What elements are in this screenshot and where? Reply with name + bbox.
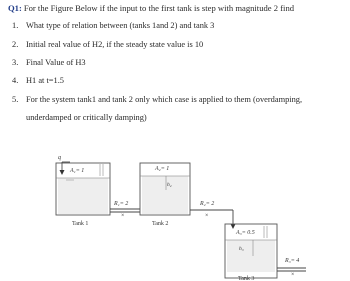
tank-2-area-label: A₂= 1 (155, 166, 170, 172)
resistor-r1 (110, 201, 140, 219)
svg-text:×: × (121, 213, 125, 219)
item-5-continuation: underdamped or critically damping) (26, 113, 147, 122)
svg-text:×: × (205, 213, 209, 219)
tank-3-level-label: h₃ (239, 246, 244, 252)
tank-2-level-label: h₂ (167, 182, 172, 188)
tank-1 (56, 163, 110, 227)
tank-3-area-label: A₃= 0.5 (236, 230, 255, 236)
input-label: q (58, 155, 61, 161)
item-number: 3. (12, 58, 19, 67)
svg-text:×: × (291, 272, 295, 278)
tank-2 (140, 163, 190, 227)
resistor-r3 (277, 257, 306, 278)
item-number: 4. (12, 76, 19, 85)
tank-1-name: Tank 1 (72, 221, 89, 227)
resistor-r2 (190, 201, 236, 229)
item-text: For the system tank1 and tank 2 only which case is applied to them (overdamping, (26, 95, 303, 104)
question-text: For the Figure Below if the input to the first tank is step with magnitude 2 find (23, 3, 295, 13)
question-label: Q1: (8, 3, 22, 13)
tank-1-area-label: A₁= 1 (70, 168, 85, 174)
item-text: What type of relation between (tanks 1and 2) and tank 3 (26, 21, 215, 30)
item-text: Initial real value of H2, if the steady state value is 10 (26, 40, 204, 49)
item-number: 2. (12, 40, 19, 49)
tank-2-name: Tank 2 (152, 221, 169, 227)
r2-label: R₂= 2 (200, 201, 215, 207)
item-number: 1. (12, 21, 19, 30)
item-text: H1 at t=1.5 (26, 76, 64, 85)
r3-label: R₃= 4 (285, 258, 300, 264)
tank-3-name: Tank 3 (238, 276, 255, 281)
r1-label: R₁= 2 (114, 201, 129, 207)
item-text: Final Value of H3 (26, 58, 86, 67)
tank-3 (225, 224, 277, 281)
input-flow-arrow (58, 155, 70, 175)
item-number: 5. (12, 95, 19, 104)
